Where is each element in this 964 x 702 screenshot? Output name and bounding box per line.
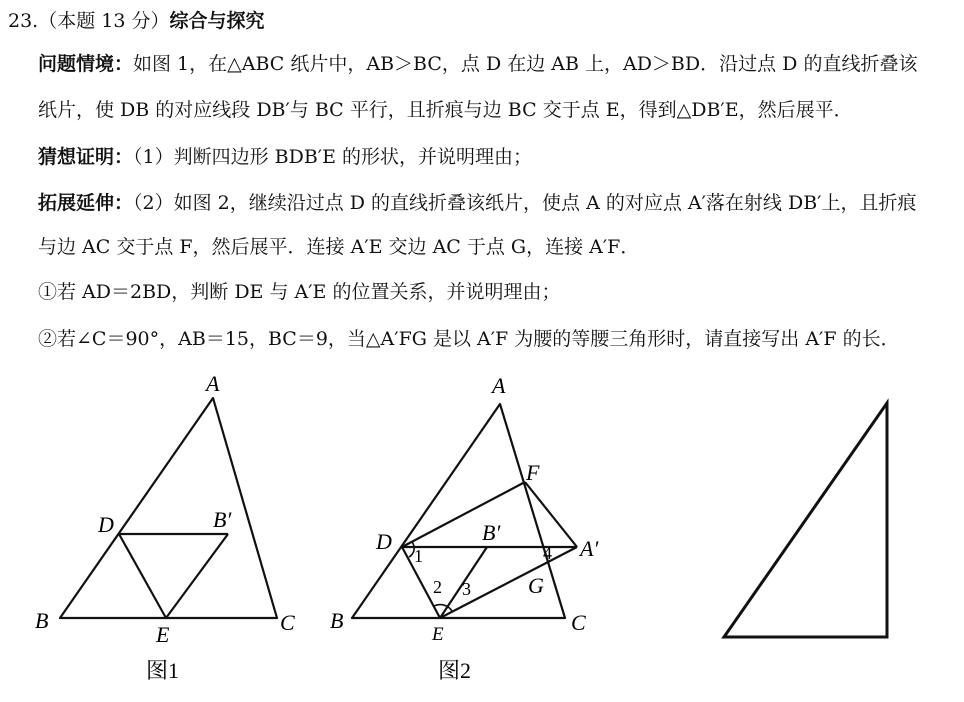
fig1-label-C: C <box>280 610 295 635</box>
right-triangle-figure <box>724 403 887 637</box>
fig1-label-B-prime: B′ <box>213 507 232 532</box>
fig2-label-B-prime: B′ <box>482 520 501 545</box>
fig1-label-B: B <box>35 608 49 633</box>
section-label-conjecture: 猜想证明： <box>38 146 134 168</box>
segment-b-prime-e <box>166 534 228 618</box>
question-number: 23. <box>8 10 39 32</box>
fig1-label-D: D <box>98 512 114 537</box>
section-text: 如图 1，在△ABC 纸片中，AB＞BC，点 D 在边 AB 上，AD＞BD．沿过点 D 的直线折叠该 <box>133 53 918 75</box>
segment-ea-prime <box>440 547 577 618</box>
fig1-label-E: E <box>156 622 170 647</box>
segment-df <box>402 482 525 547</box>
section-text: 与边 AC 交于点 F，然后展平．连接 A′E 交边 AC 于点 G，连接 A′F． <box>38 236 640 258</box>
angle-label-4: 4 <box>543 543 552 563</box>
fig2-label-A: A <box>492 373 506 398</box>
question-score: （本题 13 分） <box>38 10 170 32</box>
fig2-label-A-prime: A′ <box>580 536 599 561</box>
triangle-abc <box>60 398 277 618</box>
section-text: ①若 AD＝2BD，判断 DE 与 A′E 的位置关系，并说明理由； <box>38 281 561 303</box>
angle-label-3: 3 <box>462 579 471 599</box>
question-title: 综合与探究 <box>169 10 265 32</box>
fig1-caption: 图1 <box>146 658 180 683</box>
fig2-label-D: D <box>376 529 392 554</box>
fig2-label-B: B <box>330 608 344 633</box>
fig2-caption: 图2 <box>438 658 472 683</box>
fig2-label-C: C <box>571 610 586 635</box>
segment-de <box>119 534 166 618</box>
section-label-situation: 问题情境： <box>38 53 134 75</box>
section-text: （2）如图 2，继续沿过点 D 的直线折叠该纸片，使点 A 的对应点 A′落在射线 DB′上，且折痕 <box>133 192 917 214</box>
section-label-extension: 拓展延伸： <box>38 192 134 214</box>
section-text: 纸片，使 DB 的对应线段 DB′与 BC 平行，且折痕与边 BC 交于点 E，得到△DB′E，然后展平． <box>38 99 853 121</box>
fig2-label-E: E <box>432 624 444 645</box>
fig2-label-G: G <box>528 573 544 598</box>
angle-label-1: 1 <box>414 546 423 566</box>
fig1-label-A: A <box>206 371 220 396</box>
figure-1 <box>60 398 277 618</box>
fig2-label-F: F <box>526 460 540 485</box>
angle-label-2: 2 <box>433 577 442 597</box>
section-text: ②若∠C＝90°，AB＝15，BC＝9，当△A′FG 是以 A′F 为腰的等腰三角形时，请直接写出 A′F 的长． <box>38 328 900 350</box>
section-text: （1）判断四边形 BDB′E 的形状，并说明理由； <box>133 146 533 168</box>
